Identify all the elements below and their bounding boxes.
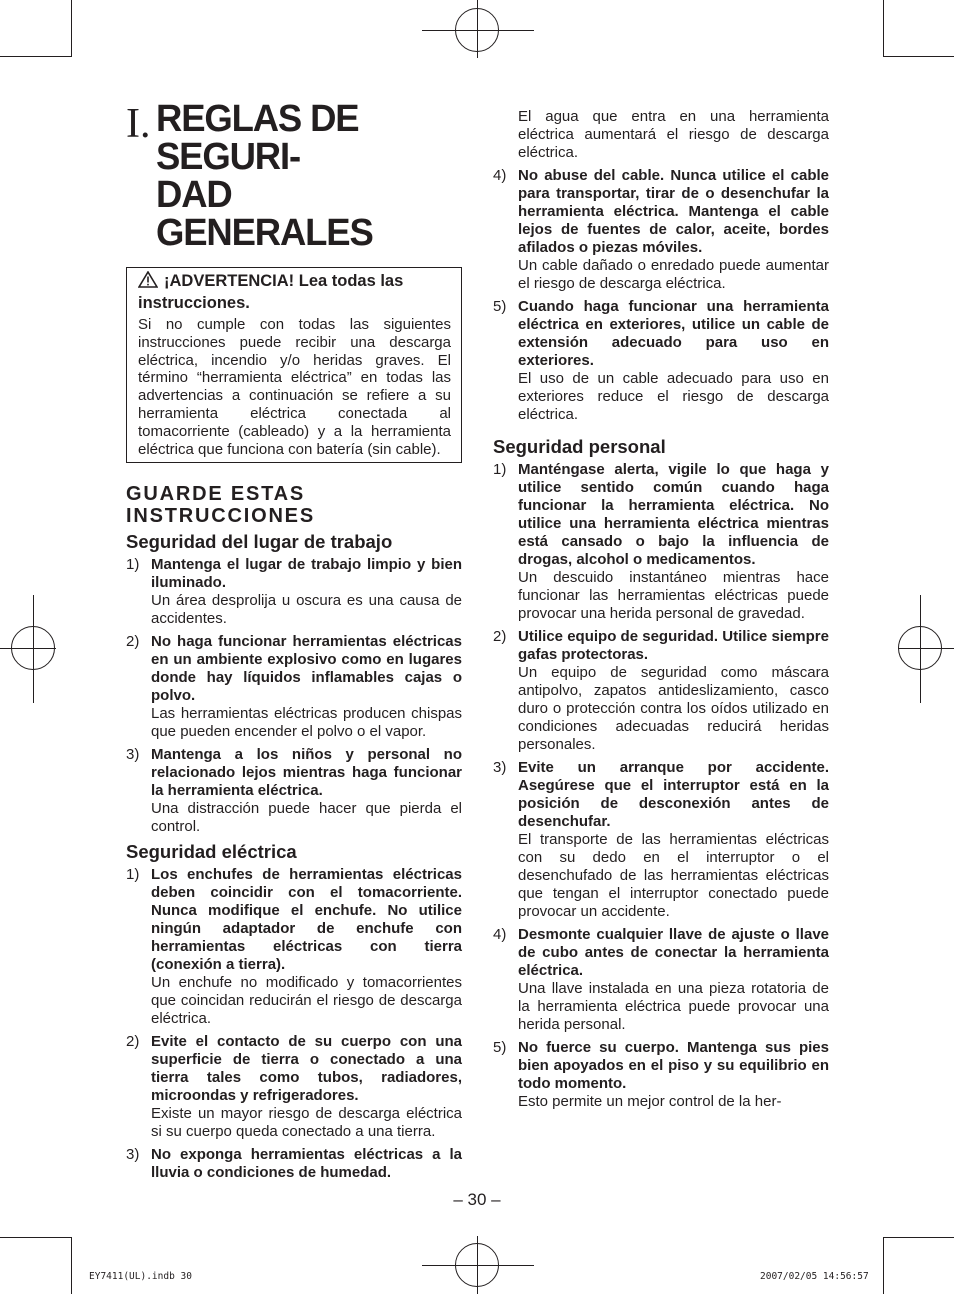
item-number: 1) (126, 866, 140, 884)
crop-mark-tl-h (0, 56, 72, 57)
personal-list (493, 461, 829, 1111)
list-item (493, 1039, 829, 1111)
list-item (493, 298, 829, 424)
list-item (126, 866, 462, 1028)
item-bold: Desmonte cualquier llave de ajuste o llave de cubo antes de conectar la herramienta eléctrica. (518, 926, 829, 979)
item-text: Existe un mayor riesgo de descarga eléctrica si su cuerpo queda conectado a una tierra. (151, 1105, 462, 1141)
footer-date: 2007/02/05 14:56:57 (760, 1271, 869, 1282)
item-number: 1) (493, 461, 507, 478)
item-text: Un cable dañado o enredado puede aumentar el riesgo de descarga eléctrica. (518, 257, 829, 292)
item-number: 2) (126, 1033, 140, 1051)
section-heading-personal: Seguridad personal (493, 436, 666, 457)
registration-line (477, 0, 478, 58)
item-text: Un área desprolija u oscura es una causa de accidentes. (151, 592, 462, 628)
list-item (493, 167, 829, 293)
list-item (493, 759, 829, 921)
item-number: 3) (493, 759, 507, 776)
list-item (126, 1146, 462, 1182)
list-item (493, 461, 829, 623)
page-title (126, 100, 462, 252)
item-bold: Mantenga a los niños y personal no relacionado lejos mientras haga funcionar la herramienta eléctrica. (151, 746, 462, 800)
continuation-text: El agua que entra en una herramienta eléctrica aumentará el riesgo de descarga eléctrica. (518, 108, 829, 161)
crop-mark-br-h (883, 1237, 954, 1238)
item-number: 3) (126, 746, 140, 764)
warning-box (126, 267, 462, 463)
item-number: 2) (493, 628, 507, 645)
item-bold: Mantenga el lugar de trabajo limpio y bien iluminado. (151, 556, 462, 592)
title-text: REGLAS DE SEGURI- DAD GENERALES (155, 98, 373, 254)
warning-triangle-icon (138, 271, 158, 293)
item-bold: Evite un arranque por accidente. Asegúrese que el interruptor está en la posición de desconexión antes de desenchufar. (518, 759, 829, 830)
item-text: Un equipo de seguridad como máscara antipolvo, zapatos antideslizamiento, casco duro o protección contra los oídos utilizado en condiciones adecuadas reducirá heridas personales. (518, 664, 829, 753)
title-number: I. (126, 101, 151, 147)
item-number: 4) (493, 926, 507, 943)
electrical-list-continued (493, 167, 829, 424)
item-text: Un enchufe no modificado y tomacorrientes que coincidan reducirán el riesgo de descarga eléctrica. (151, 974, 462, 1028)
section-heading-electrical: Seguridad eléctrica (126, 841, 297, 863)
crop-mark-tr-h (883, 56, 954, 57)
list-item (493, 926, 829, 1034)
footer-file: EY7411(UL).indb 30 (89, 1271, 192, 1282)
list-item (493, 628, 829, 754)
electrical-list (126, 866, 462, 1182)
item-number: 2) (126, 633, 140, 651)
item-bold: No haga funcionar herramientas eléctricas en un ambiente explosivo como en lugares donde hay líquidos inflamables cajas o polvo. (151, 633, 462, 705)
item-bold: Utilice equipo de seguridad. Utilice siempre gafas protectoras. (518, 628, 829, 663)
crop-mark-br-v (883, 1237, 884, 1294)
item-text: Las herramientas eléctricas producen chispas que pueden encender el polvo o el vapor. (151, 705, 462, 741)
registration-line (920, 595, 921, 703)
crop-mark-bl-h (0, 1237, 72, 1238)
item-number: 5) (493, 298, 507, 315)
item-bold: No fuerce su cuerpo. Mantenga sus pies bien apoyados en el piso y su equilibrio en todo momento. (518, 1039, 829, 1092)
registration-line (33, 595, 34, 703)
save-instructions-heading: GUARDE ESTAS INSTRUCCIONES (126, 483, 315, 528)
item-text: Un descuido instantáneo mientras hace funcionar las herramientas eléctricas puede provocar una herida personal de gravedad. (518, 569, 829, 622)
list-item (126, 746, 462, 836)
item-bold: Manténgase alerta, vigile lo que haga y utilice sentido común cuando haga funcionar la herramienta eléctrica. No utilice una herramienta eléctrica mientras está cansado o bajo la influencia de drogas, alcohol o medicamentos. (518, 461, 829, 568)
right-column (493, 108, 829, 1116)
item-number: 5) (493, 1039, 507, 1056)
work-area-list (126, 556, 462, 836)
warning-body: Si no cumple con todas las siguientes instrucciones puede recibir una descarga eléctrica, incendio y/o heridas graves. El término “herramienta eléctrica” en todas las advertencias a continuación se refiere a su herramienta eléctrica conectada al tomacorriente (cableado) y a la herramienta eléctrica que funciona con batería (sin cable). (138, 316, 451, 458)
list-item (126, 633, 462, 741)
item-bold: No abuse del cable. Nunca utilice el cable para transportar, tirar de o desenchufar la herramienta eléctrica. Mantenga el cable lejos de fuentes de calor, aceite, bordes afilados o piezas móviles. (518, 167, 829, 256)
item-text: El transporte de las herramientas eléctricas con su dedo en el interruptor o el desenchufado de las herramientas eléctricas que tengan el interruptor conectado puede provocar un accidente. (518, 831, 829, 920)
left-column (126, 100, 462, 1187)
item-text: Una llave instalada en una pieza rotatoria de la herramienta eléctrica puede provocar una herida personal. (518, 980, 829, 1033)
item-number: 4) (493, 167, 507, 184)
list-item (126, 1033, 462, 1141)
registration-line (0, 648, 56, 649)
registration-line (422, 30, 534, 31)
crop-mark-bl-v (71, 1237, 72, 1294)
registration-line (898, 648, 954, 649)
item-number: 3) (126, 1146, 140, 1164)
item-bold: Cuando haga funcionar una herramienta eléctrica en exteriores, utilice un cable de extensión adecuado para uso en exteriores. (518, 298, 829, 369)
crop-mark-tl-v (71, 0, 72, 57)
item-bold: No exponga herramientas eléctricas a la lluvia o condiciones de humedad. (151, 1146, 462, 1182)
page-number: – 30 – (453, 1190, 501, 1209)
registration-line (422, 1265, 534, 1266)
item-text: Esto permite un mejor control de la her- (518, 1093, 782, 1110)
item-bold: Los enchufes de herramientas eléctricas deben coincidir con el tomacorriente. Nunca modifique el enchufe. No utilice ningún adaptador de enchufe con herramientas eléctricas con tierra (conexión a tierra). (151, 866, 462, 974)
section-heading-work-area: Seguridad del lugar de trabajo (126, 531, 393, 553)
warning-heading (138, 271, 451, 313)
list-item (126, 556, 462, 628)
item-bold: Evite el contacto de su cuerpo con una superficie de tierra o conectado a una tierra tales como tubos, radiadores, microondas y refrigeradores. (151, 1033, 462, 1105)
crop-mark-tr-v (883, 0, 884, 57)
warning-heading-text: ¡ADVERTENCIA! Lea todas las instrucciones. (138, 272, 404, 312)
item-text: Una distracción puede hacer que pierda el control. (151, 800, 462, 836)
item-number: 1) (126, 556, 140, 574)
item-text: El uso de un cable adecuado para uso en exteriores reduce el riesgo de descarga eléctrica. (518, 370, 829, 423)
